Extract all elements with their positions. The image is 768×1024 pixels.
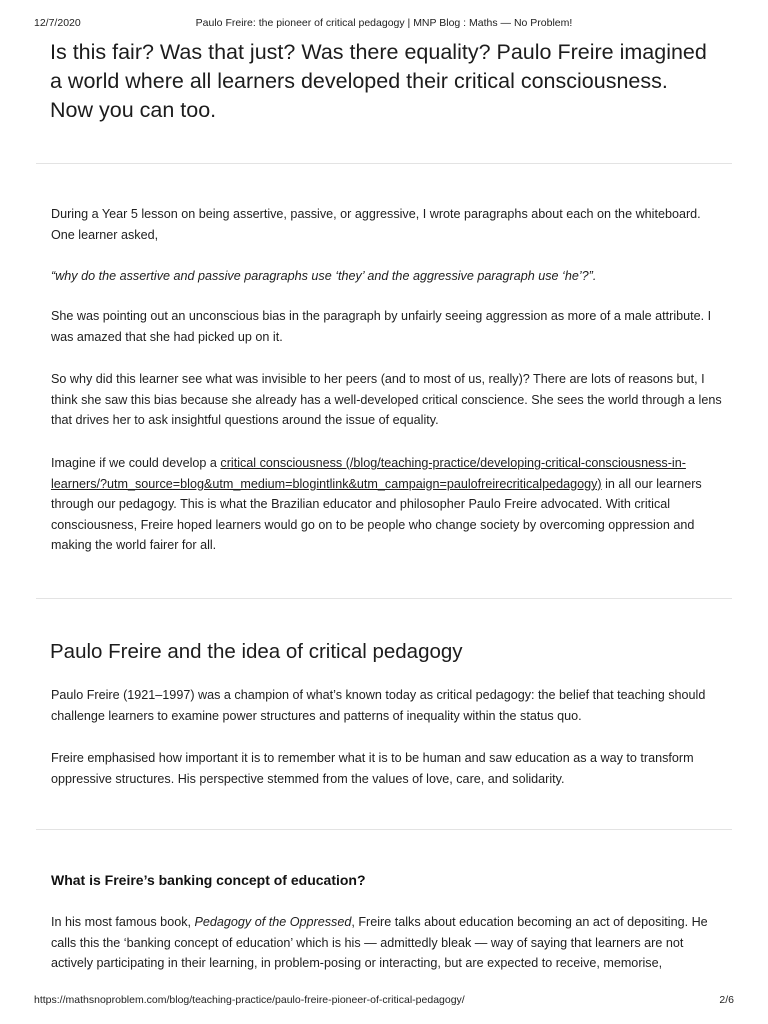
- print-footer: [34, 994, 734, 1008]
- print-date: 12/7/2020: [34, 17, 81, 29]
- page-number: 2/6: [719, 994, 734, 1006]
- print-header: [34, 17, 734, 31]
- imagine-paragraph: [51, 453, 723, 556]
- learner-quote-text: “why do the assertive and passive paragraphs use ‘they’ and the aggressive paragraph use ‘he’?”.: [51, 269, 597, 283]
- bias-paragraph: She was pointing out an unconscious bias in the paragraph by unfairly seeing aggression as more of a male attribute. I was amazed that she had picked up on it.: [51, 309, 712, 344]
- learner-quote: [51, 266, 723, 287]
- lens-paragraph: So why did this learner see what was invisible to her peers (and to most of us, really)? There are lots of reasons but, I think she saw this bias because she already has a well-developed critical conscience. She sees the world through a lens that drives her to ask insightful questions around the issue of equality.: [51, 372, 722, 427]
- freire-values-paragraph: Freire emphasised how important it is to remember what it is to be human and saw education as a way to transform oppressive structures. His perspective stemmed from the values of love, care, and solidarity.: [51, 751, 694, 786]
- banking-text-start: In his most famous book,: [51, 915, 195, 929]
- article-lead: Is this fair? Was that just? Was there equality? Paulo Freire imagined a world where all learners developed their critical consciousness. Now you can too.: [50, 40, 707, 122]
- section-heading-banking-concept: What is Freire’s banking concept of education?: [51, 872, 366, 888]
- print-url: https://mathsnoproblem.com/blog/teaching-practice/paulo-freire-pioneer-of-critical-pedagogy/: [34, 994, 465, 1006]
- section-divider: [36, 829, 732, 830]
- critical-consciousness-link[interactable]: critical consciousness (/blog/teaching-practice/developing-critical-consciousness-in-learners/?utm_source=blog&utm_medium=blogintlink&utm_campaign=paulofreirecriticalpedagogy): [51, 456, 686, 491]
- banking-concept-paragraph: [51, 912, 723, 974]
- section-divider: [36, 163, 732, 164]
- imagine-text-start: Imagine if we could develop a: [51, 456, 221, 470]
- banking-text-end: , Freire talks about education becoming an act of depositing. He calls this the ‘banking concept of education’ which is his — admittedly bleak — way of saying that learners are not actively participating in their learning, in problem-posing or interacting, but are expected to receive, memorise,: [51, 915, 708, 970]
- imagine-text-end: in all our learners through our pedagogy. This is what the Brazilian educator and philosopher Paulo Freire advocated. With critical consciousness, Freire hoped learners would go on to be people who change society by overcoming oppression and making the world fairer for all.: [51, 476, 702, 552]
- section-heading-critical-pedagogy: Paulo Freire and the idea of critical pedagogy: [50, 640, 463, 663]
- print-page-title: Paulo Freire: the pioneer of critical pedagogy | MNP Blog : Maths — No Problem!: [195, 17, 573, 29]
- section-divider: [36, 598, 732, 599]
- freire-intro-paragraph: Paulo Freire (1921–1997) was a champion of what’s known today as critical pedagogy: the belief that teaching should challenge learners to examine power structures and patterns of inequality within the status quo.: [51, 688, 706, 723]
- intro-paragraph: During a Year 5 lesson on being assertive, passive, or aggressive, I wrote paragraphs about each on the whiteboard. One learner asked,: [51, 207, 701, 242]
- book-title: Pedagogy of the Oppressed: [194, 915, 352, 929]
